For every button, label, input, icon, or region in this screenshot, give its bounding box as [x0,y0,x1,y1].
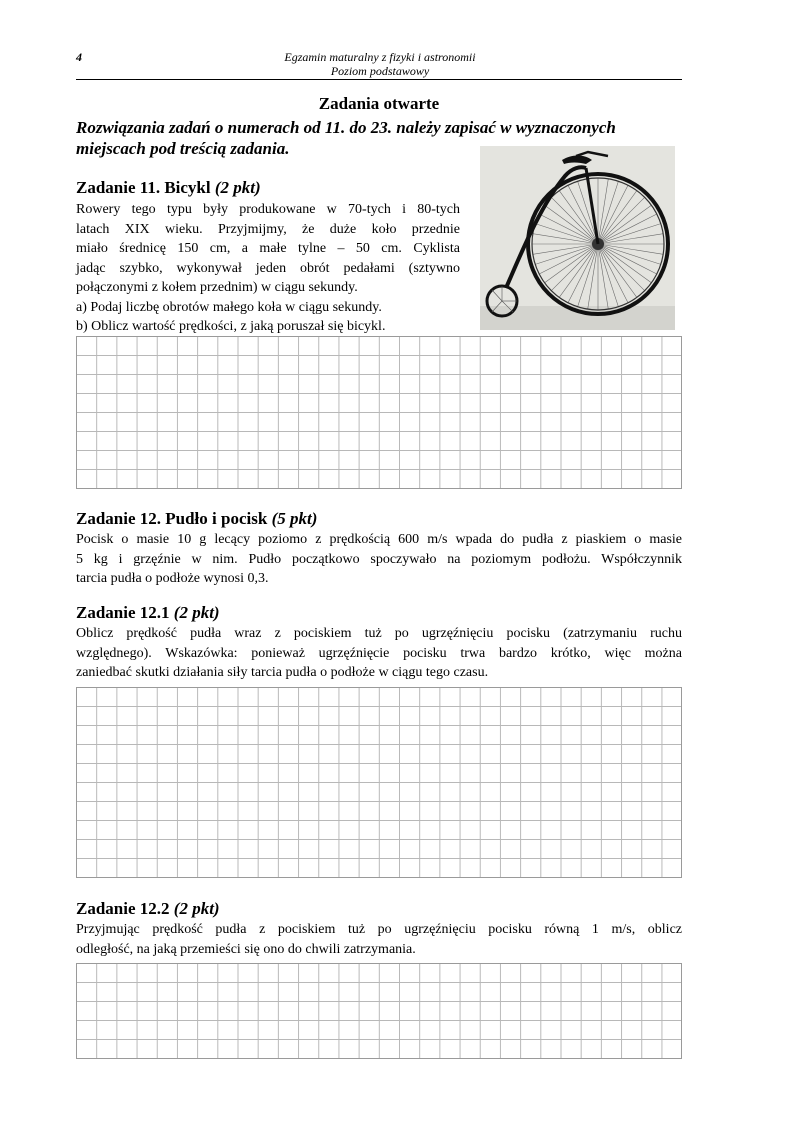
bicycle-illustration [480,146,675,330]
text-line: miało średnicę 150 cm, a małe tylne – 50 cm. Cyklista [76,241,460,256]
instructions-line: Rozwiązania zadań o numerach od 11. do 23. należy zapisać w wyznaczonych [76,118,616,137]
text-line: odległość, na jaką przemieści się ono do chwili zatrzymania. [76,941,416,957]
task-12-title: Zadanie 12. Pudło i pocisk [76,509,268,528]
task-12-1-text [76,624,682,683]
exam-title: Egzamin maturalny z fizyki i astronomii [284,50,476,64]
text-line: 5 kg i grzęźnie w nim. Pudło początkowo spoczywało na poziomym podłożu. Współczynnik [76,551,682,567]
task-12-points: (5 pkt) [271,509,318,528]
text-line: tarcia pudła o podłoże wynosi 0,3. [76,571,269,586]
task-12-1-title: Zadanie 12.1 [76,603,170,622]
task-12-heading [76,509,317,529]
text-line: latach XIX wieku. Przyjmijmy, że duże koło przednie [76,221,460,237]
page-number: 4 [76,50,82,64]
text-line: Oblicz prędkość pudła wraz z pociskiem tuż po ugrzęźnięciu pocisku (zatrzymaniu ruchu [76,626,682,641]
answer-grid-task-12-2[interactable] [76,963,682,1059]
header-divider [76,79,682,80]
task-11-heading [76,178,261,198]
section-title: Zadania otwarte [318,94,440,113]
task-11-title: Zadanie 11. Bicykl [76,178,211,197]
text-line: Pocisk o masie 10 g lecący poziomo z prędkością 600 m/s wpada do pudła z piaskiem o masie [76,532,682,547]
text-line: b) Oblicz wartość prędkości, z jaką poruszał się bicykl. [76,319,386,334]
exam-level: Poziom podstawowy [330,64,430,78]
task-11-points: (2 pkt) [214,178,261,197]
task-12-1-points: (2 pkt) [173,603,220,622]
text-line: Przyjmując prędkość pudła z pociskiem tuż po ugrzęźnięciu pocisku równą 1 m/s, oblicz [76,922,682,937]
task-12-1-heading [76,603,220,623]
text-line: a) Podaj liczbę obrotów małego koła w ciągu sekundy. [76,299,382,315]
task-12-text [76,530,682,589]
text-line: Rowery tego typu były produkowane w 70-tych i 80-tych [76,202,460,217]
exam-header [200,50,560,78]
task-12-2-heading [76,899,220,919]
text-line: względnego). Wskazówka: ponieważ ugrzęźnięcie pocisku trwa bardzo krótko, więc można [76,645,682,661]
instructions-line: miejscach pod treścią zadania. [76,139,290,158]
task-11-text [76,200,460,337]
answer-grid-task-12-1[interactable] [76,687,682,878]
text-line: zaniedbać skutki działania siły tarcia pudła o podłoże w ciągu tego czasu. [76,665,489,680]
task-12-2-title: Zadanie 12.2 [76,899,170,918]
text-line: połączonymi z kołem przednim) w ciągu sekundy. [76,280,358,295]
task-12-2-text [76,920,682,959]
answer-grid-task-11[interactable] [76,336,682,489]
text-line: jadąc szybko, wykonywał jeden obrót pedałami (sztywno [76,260,460,276]
task-12-2-points: (2 pkt) [173,899,220,918]
penny-farthing-bicycle-photo [480,146,675,330]
